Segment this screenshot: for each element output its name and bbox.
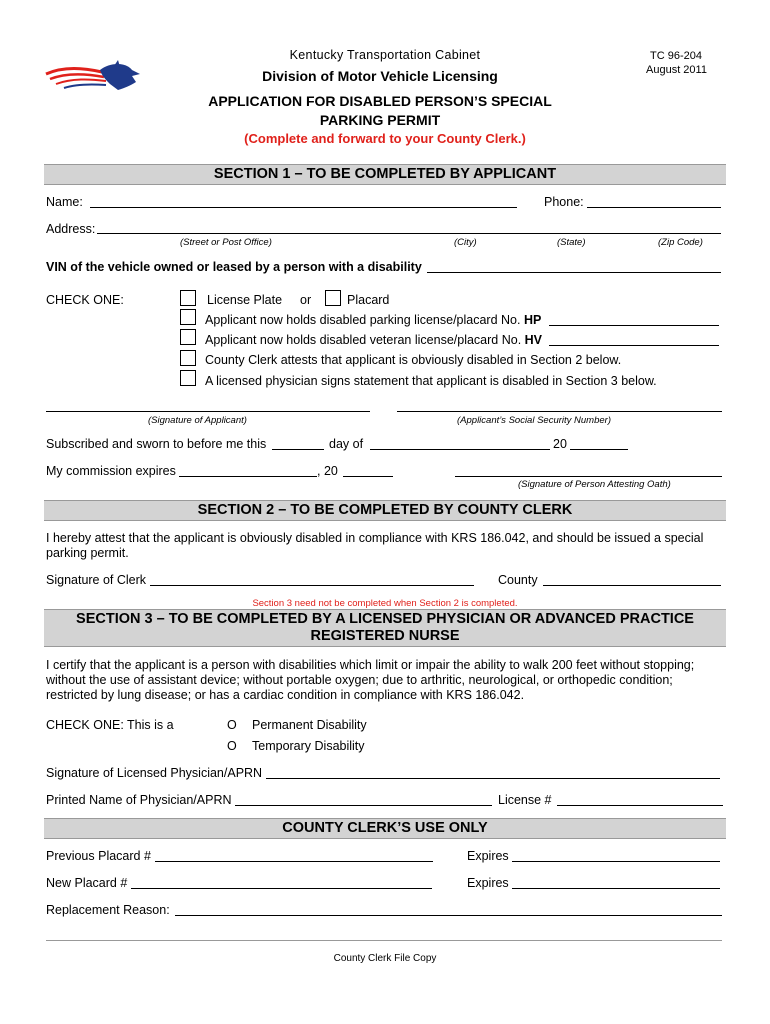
hv-checkbox[interactable] [180,329,196,345]
or-label: or [300,293,312,307]
check-one-label: CHECK ONE: [46,293,124,307]
commission-20-label: , 20 [317,464,338,478]
previous-placard-label: Previous Placard # [46,849,151,863]
hp-checkbox[interactable] [180,309,196,325]
section2-text-line2: parking permit. [46,546,129,560]
zip-caption: (Zip Code) [658,237,703,248]
agency-name: Kentucky Transportation Cabinet [289,48,481,62]
expires2-label: Expires [467,876,509,890]
commission-year-field[interactable] [343,476,393,477]
clerk-signature-field[interactable] [150,585,474,586]
previous-placard-field[interactable] [155,861,433,862]
section3-header [44,609,726,647]
placard-checkbox[interactable] [325,290,341,306]
vin-label: VIN of the vehicle owned or leased by a person with a disability [46,260,422,274]
physician-signature-field[interactable] [266,778,720,779]
expires1-label: Expires [467,849,509,863]
physician-name-field[interactable] [235,805,492,806]
oath-signature-caption: (Signature of Person Attesting Oath) [518,479,671,490]
sworn-label: Subscribed and sworn to before me this [46,437,267,451]
ssn-caption: (Applicant’s Social Security Number) [457,415,611,426]
phone-field[interactable] [587,207,721,208]
county-field[interactable] [543,585,721,586]
cert-line2: without the use of assistant device; without portable oxygen; due to arthritic, neurological, or orthopedic condition; [46,673,673,687]
permanent-radio[interactable]: O [227,718,237,732]
street-caption: (Street or Post Office) [180,237,272,248]
clerk-attests-checkbox[interactable] [180,350,196,366]
physician-signs-label: A licensed physician signs statement that applicant is disabled in Section 3 below. [205,374,657,388]
hv-number-field[interactable] [549,345,719,346]
sworn-day-label: day of [329,437,364,451]
placard-label: Placard [347,293,390,307]
replacement-reason-label: Replacement Reason: [46,903,170,917]
section3-title-line2: REGISTERED NURSE [310,628,460,644]
license-plate-label: License Plate [207,293,283,307]
replacement-reason-field[interactable] [175,915,722,916]
new-placard-label: New Placard # [46,876,128,890]
name-label: Name: [46,195,83,209]
disability-check-one-label: CHECK ONE: This is a [46,718,174,732]
temporary-radio[interactable]: O [227,739,237,753]
license-label: License # [498,793,552,807]
clerk-attests-label: County Clerk attests that applicant is obviously disabled in Section 2 below. [205,353,622,367]
clerk-use-header: COUNTY CLERK’S USE ONLY [44,818,726,839]
hv-option-label: Applicant now holds disabled veteran license/placard No. HV [205,333,543,347]
form-instruction: (Complete and forward to your County Clerk.) [244,131,526,146]
form-title-line1: APPLICATION FOR DISABLED PERSON’S SPECIAL [208,93,552,109]
license-plate-checkbox[interactable] [180,290,196,306]
physician-signs-checkbox[interactable] [180,370,196,386]
section3-title-line1: SECTION 3 – TO BE COMPLETED BY A LICENSED PHYSICIAN OR ADVANCED PRACTICE [76,611,694,627]
cert-line1: I certify that the applicant is a person with disabilities which limit or impair the ability to walk 200 feet without stopping; [46,658,695,672]
address-field[interactable] [97,233,721,234]
city-caption: (City) [454,237,477,248]
state-caption: (State) [557,237,586,248]
new-placard-field[interactable] [131,888,432,889]
expires1-field[interactable] [512,861,720,862]
temporary-label: Temporary Disability [252,739,365,753]
phone-label: Phone: [544,195,584,209]
division-name: Division of Motor Vehicle Licensing [262,68,498,84]
footer-divider [46,940,722,941]
section3-note: Section 3 need not be completed when Section 2 is completed. [252,598,518,609]
sworn-month-field[interactable] [370,449,550,450]
sworn-day-field[interactable] [272,449,324,450]
oath-signature-field[interactable] [455,476,722,477]
physician-signature-label: Signature of Licensed Physician/APRN [46,766,263,780]
clerk-signature-label: Signature of Clerk [46,573,147,587]
physician-name-label: Printed Name of Physician/APRN [46,793,232,807]
form-title-line2: PARKING PERMIT [319,112,441,128]
section2-header: SECTION 2 – TO BE COMPLETED BY COUNTY CLERK [44,500,726,521]
form-number: TC 96-204 [650,50,702,62]
applicant-signature-field[interactable] [46,411,370,412]
section1-header: SECTION 1 – TO BE COMPLETED BY APPLICANT [44,164,726,185]
ssn-field[interactable] [397,411,722,412]
sworn-20-label: 20 [553,437,567,451]
vin-field[interactable] [427,272,721,273]
license-number-field[interactable] [557,805,723,806]
county-label: County [498,573,538,587]
applicant-signature-caption: (Signature of Applicant) [148,415,247,426]
name-field[interactable] [90,207,517,208]
expires2-field[interactable] [512,888,720,889]
section2-text-line1: I hereby attest that the applicant is obviously disabled in compliance with KRS 186.042, and should be issued a special [46,531,704,545]
form-date: August 2011 [646,64,707,76]
hp-number-field[interactable] [549,325,719,326]
hp-option-label: Applicant now holds disabled parking license/placard No. HP [205,313,542,327]
footer-copy-label: County Clerk File Copy [333,953,437,964]
commission-label: My commission expires [46,464,176,478]
sworn-year-field[interactable] [570,449,628,450]
commission-date-field[interactable] [179,476,317,477]
address-label: Address: [46,222,96,236]
permanent-label: Permanent Disability [252,718,367,732]
cert-line3: restricted by lung disease; or has a cardiac condition in compliance with KRS 186.042. [46,688,525,702]
